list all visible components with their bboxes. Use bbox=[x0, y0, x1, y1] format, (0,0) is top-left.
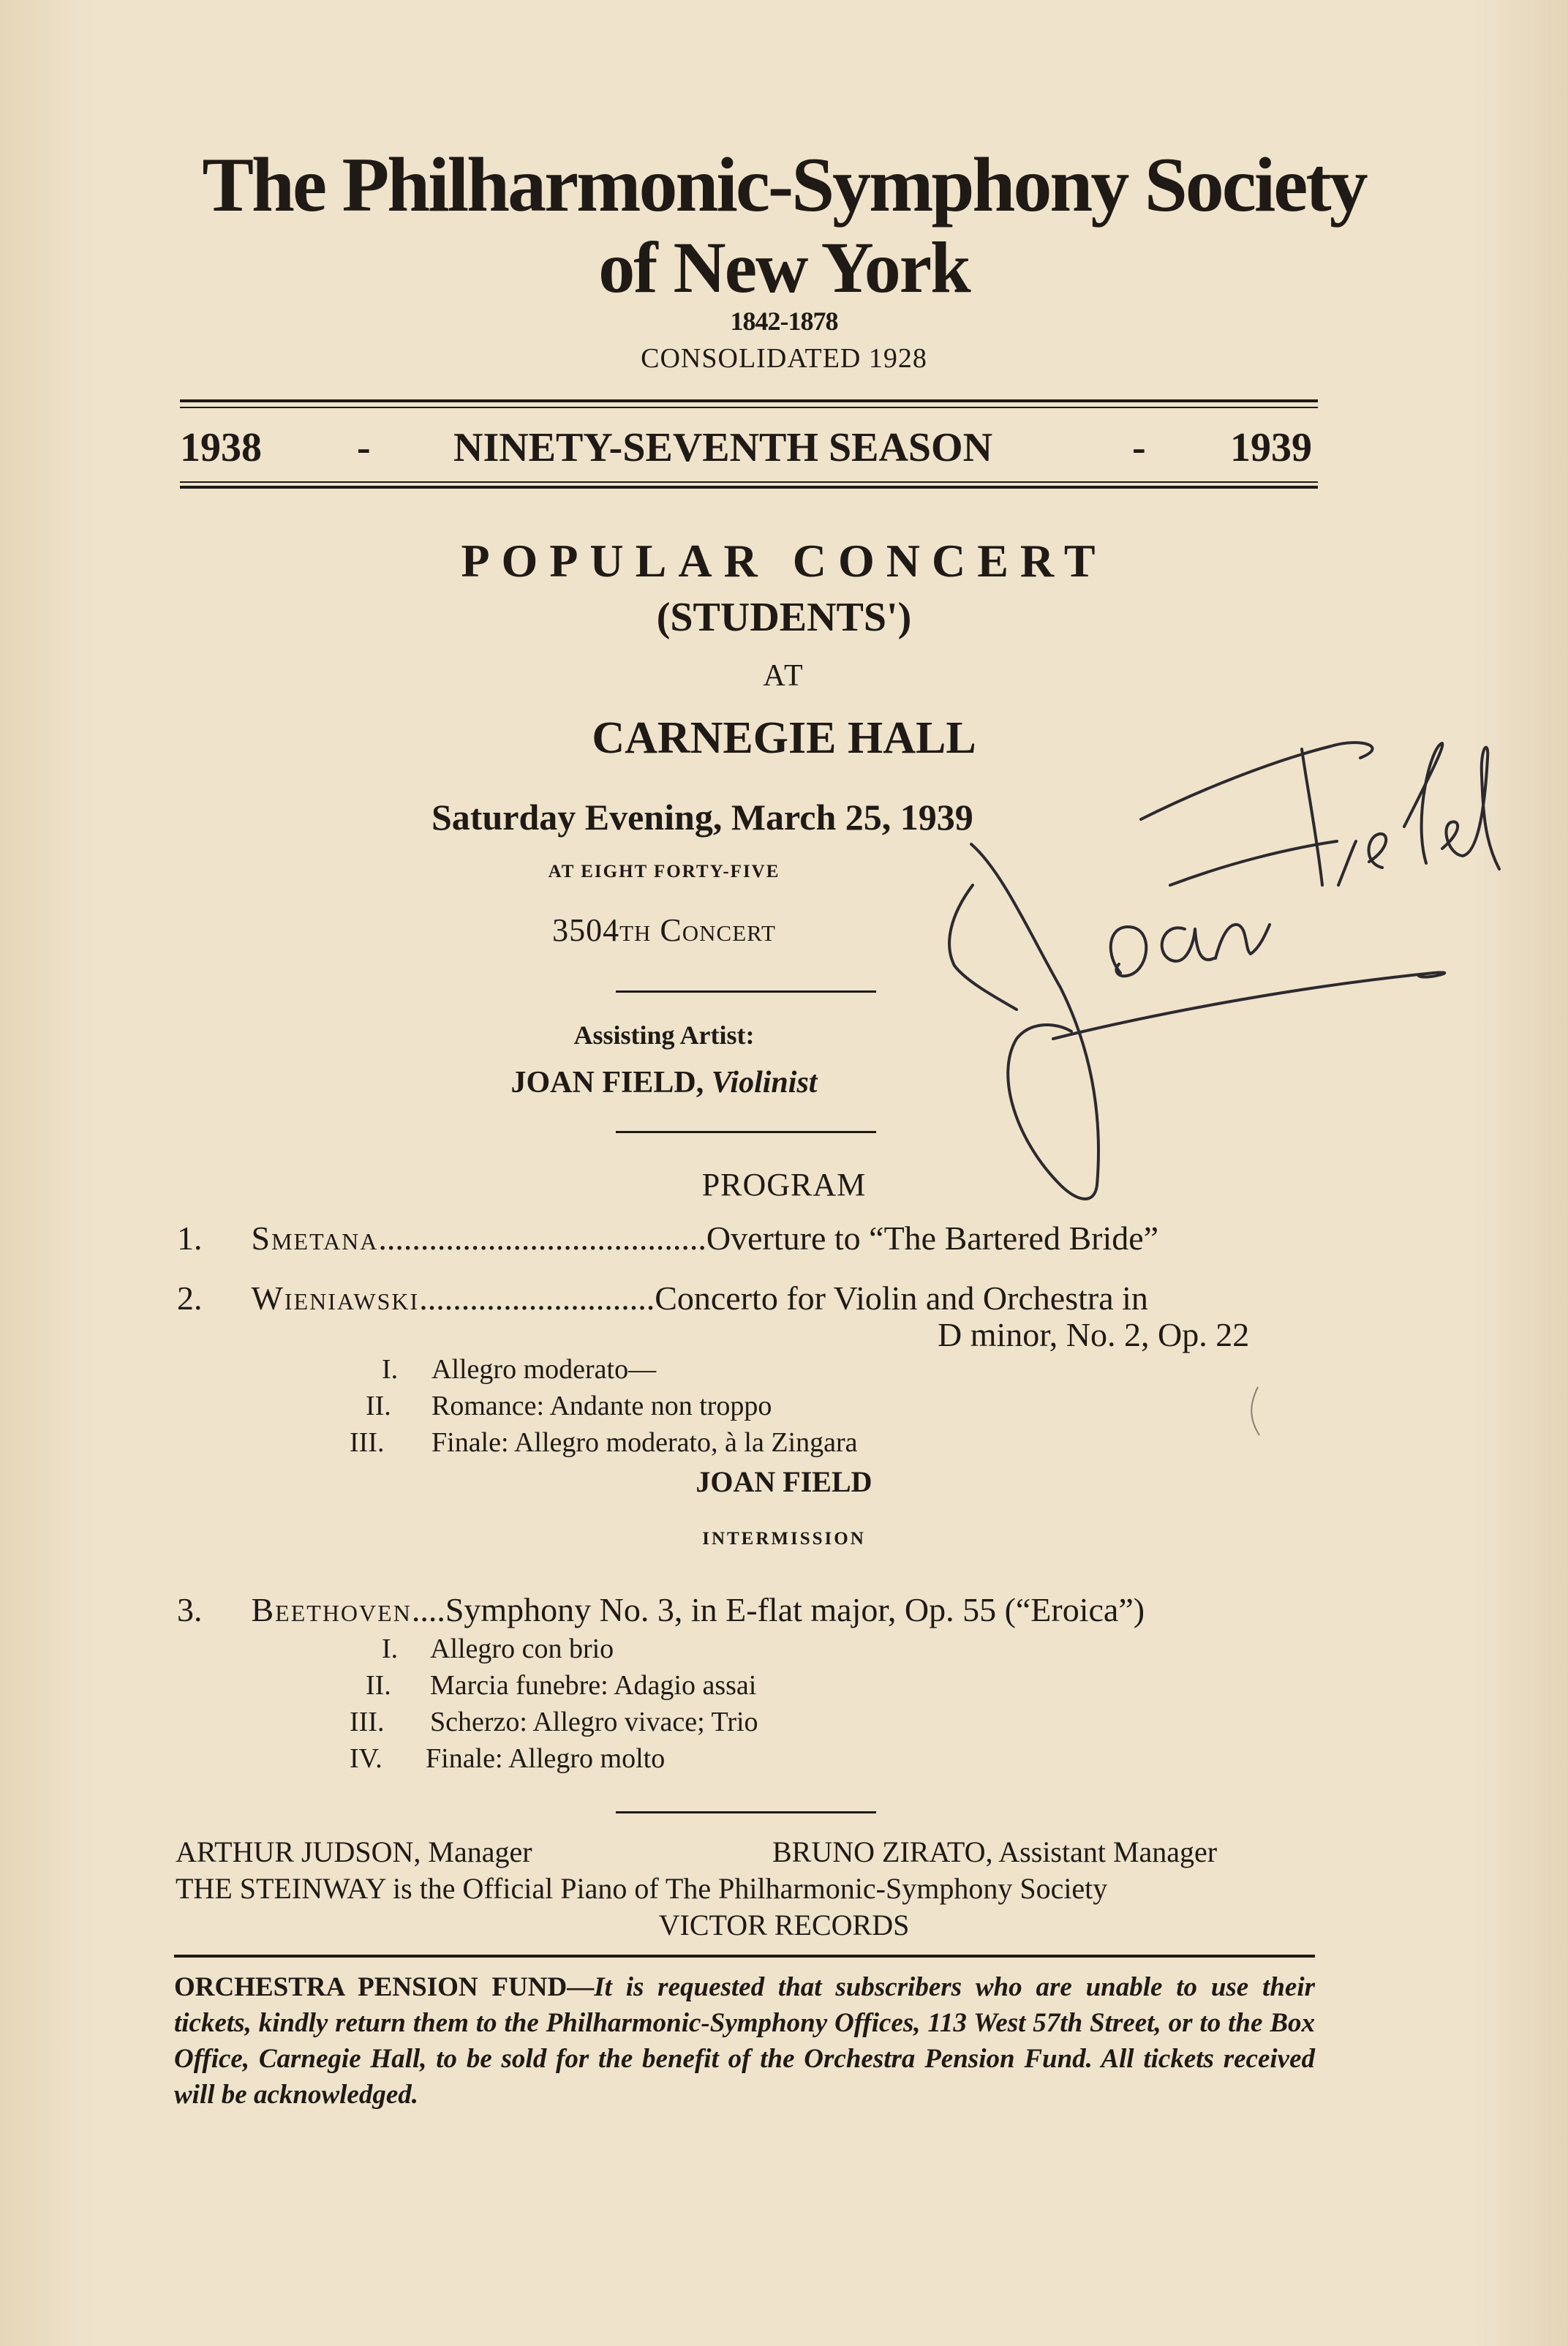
handwritten-signature bbox=[921, 732, 1536, 1229]
season-separator-left: - bbox=[357, 425, 371, 470]
item-number: 2. bbox=[177, 1279, 203, 1317]
divider-staff bbox=[616, 1811, 876, 1813]
pension-lead: ORCHESTRA PENSION FUND— bbox=[174, 1972, 595, 2002]
venue: CARNEGIE HALL bbox=[592, 713, 976, 763]
season-rule-top bbox=[180, 399, 1318, 402]
season-rule-bottom-thin bbox=[180, 481, 1318, 483]
item-work: Overture to “The Bartered Bride” bbox=[706, 1219, 1159, 1257]
item-work: Symphony No. 3, in E-flat major, Op. 55 (“Eroica”) bbox=[445, 1591, 1145, 1628]
pension-rule bbox=[174, 1955, 1315, 1958]
movement-numeral: II. bbox=[366, 1670, 391, 1701]
artist-role: Violinist bbox=[711, 1066, 818, 1099]
item-leader-dots: ............................ bbox=[419, 1279, 655, 1317]
item-work-continued: D minor, No. 2, Op. 22 bbox=[938, 1316, 1250, 1353]
movement-numeral: IV. bbox=[350, 1743, 382, 1774]
item-number: 1. bbox=[177, 1219, 203, 1257]
season-rule-top-thin bbox=[180, 407, 1318, 408]
movement-title: Finale: Allegro molto bbox=[426, 1743, 666, 1774]
intermission-label: INTERMISSION bbox=[702, 1529, 866, 1549]
movement-title: Allegro con brio bbox=[430, 1633, 614, 1664]
manager: ARTHUR JUDSON, Manager bbox=[176, 1835, 532, 1868]
movement-title: Scherzo: Allegro vivace; Trio bbox=[430, 1707, 758, 1737]
movement-title: Allegro moderato— bbox=[431, 1354, 657, 1385]
soloist-name: JOAN FIELD bbox=[696, 1465, 872, 1498]
movement-numeral: I. bbox=[382, 1354, 399, 1385]
margin-mark bbox=[1243, 1383, 1273, 1441]
item-number: 3. bbox=[177, 1591, 203, 1628]
season-start-year: 1938 bbox=[180, 425, 262, 470]
assisting-artist-heading: Assisting Artist: bbox=[573, 1020, 755, 1050]
concert-date: Saturday Evening, March 25, 1939 bbox=[431, 797, 973, 838]
season-name: NINETY-SEVENTH SEASON bbox=[453, 425, 993, 470]
society-title-line1: The Philharmonic-Symphony Society bbox=[202, 142, 1366, 228]
concert-audience: (STUDENTS') bbox=[656, 595, 912, 640]
assisting-artist bbox=[430, 1065, 898, 1100]
movement-title: Romance: Andante non troppo bbox=[431, 1391, 772, 1421]
item-leader-dots: ....................................... bbox=[378, 1219, 706, 1257]
society-title-line2: of New York bbox=[598, 227, 970, 308]
concert-number: 3504th Concert bbox=[552, 912, 776, 948]
concert-time: AT EIGHT FORTY-FIVE bbox=[548, 862, 780, 881]
pension-notice bbox=[174, 1969, 1315, 2113]
pension-text: It is requested that subscribers who are unable to use their tickets, kindly return them to the Philharmonic-Symphony Offices, 113 West 57th Street, or to the Box Office, Carnegie Hall, to be sold for the benefit of the Orchestra Pension Fund. All tickets received will be acknowledged. bbox=[174, 1972, 1316, 2110]
item-work: Concerto for Violin and Orchestra in bbox=[655, 1279, 1148, 1317]
divider-artist-bottom bbox=[616, 1131, 876, 1133]
movement-title: Marcia funebre: Adagio assai bbox=[430, 1670, 757, 1701]
season-separator-right: - bbox=[1132, 425, 1146, 470]
concert-type: POPULAR CONCERT bbox=[461, 535, 1107, 587]
item-composer: Wieniawski bbox=[251, 1279, 420, 1317]
movement-numeral: I. bbox=[382, 1633, 399, 1664]
movement-numeral: III. bbox=[350, 1427, 385, 1458]
founding-years: 1842-1878 bbox=[730, 307, 838, 336]
season-end-year: 1939 bbox=[1230, 425, 1312, 470]
program-heading: PROGRAM bbox=[701, 1167, 867, 1203]
official-piano: THE STEINWAY is the Official Piano of The Philharmonic-Symphony Society bbox=[176, 1872, 1108, 1905]
at-label: AT bbox=[763, 659, 805, 693]
record-label: VICTOR RECORDS bbox=[658, 1909, 910, 1941]
program-item-3 bbox=[177, 1590, 1145, 1629]
movement-numeral: II. bbox=[366, 1391, 391, 1421]
program-item-2 bbox=[177, 1279, 1148, 1317]
assistant-manager: BRUNO ZIRATO, Assistant Manager bbox=[772, 1835, 1218, 1868]
item-composer: Smetana bbox=[251, 1219, 379, 1257]
consolidated-note: CONSOLIDATED 1928 bbox=[641, 343, 927, 374]
movement-title: Finale: Allegro moderato, à la Zingara bbox=[431, 1427, 858, 1458]
artist-name: JOAN FIELD, bbox=[510, 1066, 704, 1099]
season-rule-bottom bbox=[180, 486, 1318, 489]
divider-artist-top bbox=[616, 990, 876, 993]
movement-numeral: III. bbox=[350, 1707, 385, 1737]
item-leader-dots: .... bbox=[411, 1591, 445, 1628]
item-composer: Beethoven bbox=[251, 1591, 412, 1628]
